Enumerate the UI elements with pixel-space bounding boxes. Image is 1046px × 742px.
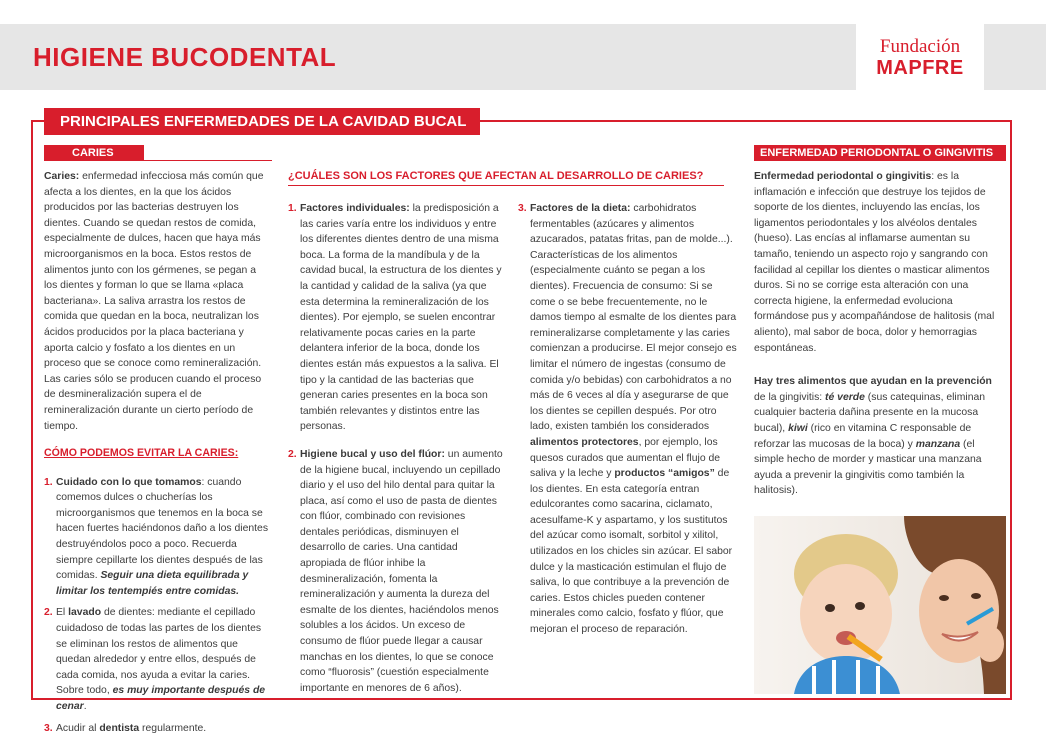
factor-item-2 bbox=[288, 447, 506, 697]
prevent-text-2: de dientes: mediante el cepillado cuidadoso de todas las partes de los dientes se eliminan los restos de alimentos que quedan alrededor y entre ellos, después de cada comida, nos ayuda a evitar la caries. Sobre todo, bbox=[56, 607, 262, 697]
prevent-num-3: 3. bbox=[44, 722, 53, 734]
factor-num-2: 2. bbox=[288, 448, 297, 460]
factor-text-3a: carbohidratos fermentables (azúcares y alimentos azucarados, patatas fritas, pan de molde...). Características de los alimentos (especialmente cuánto se pegan a los dientes). Frecuencia de consumo: Si se come o se bebe frecuentemente, no le damos tiempo al esmalte de los dientes para remineralizarse completamente y las caries comienzan a producirse. El mejor consejo es limitar el número de ingestas (consumo de comida y/o bebidas) con carbohidratos a no más de 6 veces al día y asegurarse de que los dientes se cepillen después. Por otro lado, existen también los considerados bbox=[530, 203, 737, 433]
fundacion-mapfre-logo bbox=[856, 24, 984, 90]
caries-rule bbox=[144, 160, 272, 161]
page-title: HIGIENE BUCODENTAL bbox=[33, 42, 337, 72]
food-green-tea: té verde bbox=[825, 391, 865, 403]
food-kiwi: kiwi bbox=[788, 422, 808, 434]
prevent-text-3: regularmente. bbox=[139, 722, 207, 734]
prevent-emph-1: Seguir una dieta equilibrada y limitar los tentempiés entre comidas. bbox=[56, 570, 249, 597]
gingivitis-label: ENFERMEDAD PERIODONTAL O GINGIVITIS bbox=[754, 145, 1006, 161]
section-title: PRINCIPALES ENFERMEDADES DE LA CAVIDAD BUCAL bbox=[44, 108, 480, 135]
gingivitis-intro bbox=[754, 169, 1006, 356]
factors-column-2 bbox=[518, 201, 738, 644]
prevent-emph-2: es muy importante después de cenar bbox=[56, 685, 266, 712]
prevent-num-2: 2. bbox=[44, 607, 53, 619]
gingivitis-foods bbox=[754, 374, 1006, 499]
caries-label: CARIES bbox=[44, 145, 144, 161]
logo-line-2: MAPFRE bbox=[876, 57, 964, 79]
caries-column bbox=[44, 169, 272, 742]
caries-intro-text: enfermedad infecciosa más común que afecta a los dientes, en la que los ácidos producidos por las bacterias destruyen los dientes. Cuando se quedan restos de comida, especialmente de dulces, hacen que haya más microorganismos en la boca. Estos restos de alimentos junto con los gérmenes, se pegan a los dientes y forman lo que se llama «placa bacteriana». La saliva arrastra los restos de comida que quedan en la boca, neutralizan los ácidos producidos por la placa bacteriana y aporta calcio y fosfato a los dientes en un proceso que se conoce como remineralización. Las caries sólo se producen cuando el proceso de desmineralización supera el de remineralización durante un cierto período de tiempo. bbox=[44, 171, 264, 432]
caries-term: Caries: bbox=[44, 171, 80, 182]
prevent-bold-3: dentista bbox=[99, 722, 140, 734]
prevent-heading: CÓMO PODEMOS EVITAR LA CARIES: bbox=[44, 447, 239, 460]
factors-heading: ¿CUÁLES SON LOS FACTORES QUE AFECTAN AL DESARROLLO DE CARIES? bbox=[288, 170, 724, 186]
factors-column-1 bbox=[288, 201, 506, 702]
prevent-bold-1: Cuidado con lo que tomamos bbox=[56, 476, 202, 488]
prevent-text-1: : cuando comemos dulces o chucherías los microorganismos que tenemos en la boca se hacen fuertes haciéndonos daño a los dientes destruyéndolos poco a poco. Recuerda siempre cepillarte los dientes después de las comidas. bbox=[56, 476, 269, 582]
logo-line-1: Fundación bbox=[879, 36, 961, 57]
food-apple: manzana bbox=[915, 438, 961, 450]
factor-bold-1: Factores individuales: bbox=[300, 203, 410, 214]
prevent-pre-3: Acudir al bbox=[56, 722, 100, 734]
foods-bold: Hay tres alimentos que ayudan en la prevención bbox=[754, 376, 992, 388]
factor-bold-3c: productos “amigos” bbox=[614, 468, 715, 480]
factor-num-3: 3. bbox=[518, 203, 527, 214]
prevent-item-1 bbox=[44, 475, 272, 600]
prevent-bold-2: lavado bbox=[68, 607, 102, 619]
foods-text-4: (el simple hecho de morder y masticar una manzana ayuda a prevenir la gingivitis como también la halitosis). bbox=[754, 438, 982, 497]
mother-child-brushing-photo bbox=[754, 516, 1006, 694]
gingivitis-term: Enfermedad periodontal o gingivitis bbox=[754, 171, 932, 182]
prevent-pre-2: El bbox=[56, 607, 69, 619]
factor-text-1: la predisposición a las caries varía entre los individuos y entre los diferentes dientes dentro de una misma boca. La forma de la mandíbula y de la cavidad bucal, la estructura de los dientes y la cantidad y calidad de la saliva (ya que esta determina la remineralización de los dientes). Por ejemplo, se suelen encontrar relativamente pocas caries en la parte delantera inferior de la boca, donde los dientes están más expuestos a la saliva. El tipo y la cantidad de las bacterias que generan caries presentes en la boca son también relevantes y distintos entre las personas. bbox=[300, 203, 502, 433]
foods-text-3: (rico en vitamina C responsable de reforzar las mucosas de la boca) y bbox=[754, 422, 972, 450]
factor-text-2: un aumento de la higiene bucal, incluyendo un cepillado diario y el uso del hilo dental para quitar la placa, así como el uso de pasta de dientes con flúor, combinado con revisiones dentales periódicas, disminuyen el desarrollo de caries. Una cantidad apropiada de flúor inhibe la desmineralización, fomenta la remineralización y aumenta la dureza del esmalte de los dientes, haciéndolos menos solubles a los ácidos. Un exceso de consumo de flúor puede llegar a causar manchas en los dientes, lo que se conoce como “fluorosis” (cuestión especialmente importante en menores de 6 años). bbox=[300, 448, 503, 694]
factor-bold-3: Factores de la dieta: bbox=[530, 203, 631, 214]
factor-num-1: 1. bbox=[288, 203, 297, 214]
caries-intro bbox=[44, 169, 272, 434]
factor-item-1 bbox=[288, 201, 506, 435]
factor-text-3b: , por ejemplo, los quesos curados que aumentan el flujo de saliva y la leche y bbox=[530, 436, 721, 480]
factor-item-3 bbox=[518, 201, 738, 638]
prevent-post-2: . bbox=[83, 701, 87, 712]
factor-text-3c: de los dientes. En esta categoría entran edulcorantes como sacarina, ciclamato, acesulfame-K y aspartamo, y los sustitutos del azúcar como isomalt, sorbitol y xilitol, utilizados en los chicles sin azúcar. El sabor dulce y la masticación estimulan el flujo de saliva, lo que contribuye a la prevención de caries. Estos chicles pueden contener minerales como calcio, fosfato y flúor, que mejoran el proceso de reparación. bbox=[530, 468, 733, 636]
gingivitis-intro-text: : es la inflamación e infección que destruye los tejidos de soporte de los dientes, incluyendo las encías, los ligamentos periodontales y los alvéolos dentales (hueso). Las encías al inflamarse aumentan su tamaño, teniendo un aspecto rojo y sangrando con facilidad al cepillar los dientes o masticar alimentos duros. Si no se corrige esta alteración con una correcta higiene, la enfermedad evoluciona formándose pus y acompañándose de halitosis (mal aliento), mal sabor de boca, dolor y hemorragias espontáneas. bbox=[754, 171, 995, 354]
prevent-num-1: 1. bbox=[44, 476, 53, 488]
foods-text-2: (sus catequinas, eliminan cualquier bacteria dañina presente en la mucosa bucal), bbox=[754, 391, 986, 434]
prevent-item-2 bbox=[44, 605, 272, 714]
prevent-item-3 bbox=[44, 721, 272, 737]
gingivitis-column bbox=[754, 169, 1006, 511]
foods-text-1: de la gingivitis: bbox=[754, 391, 826, 403]
factor-bold-3b: alimentos protectores bbox=[530, 436, 639, 448]
factor-bold-2: Higiene bucal y uso del flúor: bbox=[300, 448, 445, 460]
